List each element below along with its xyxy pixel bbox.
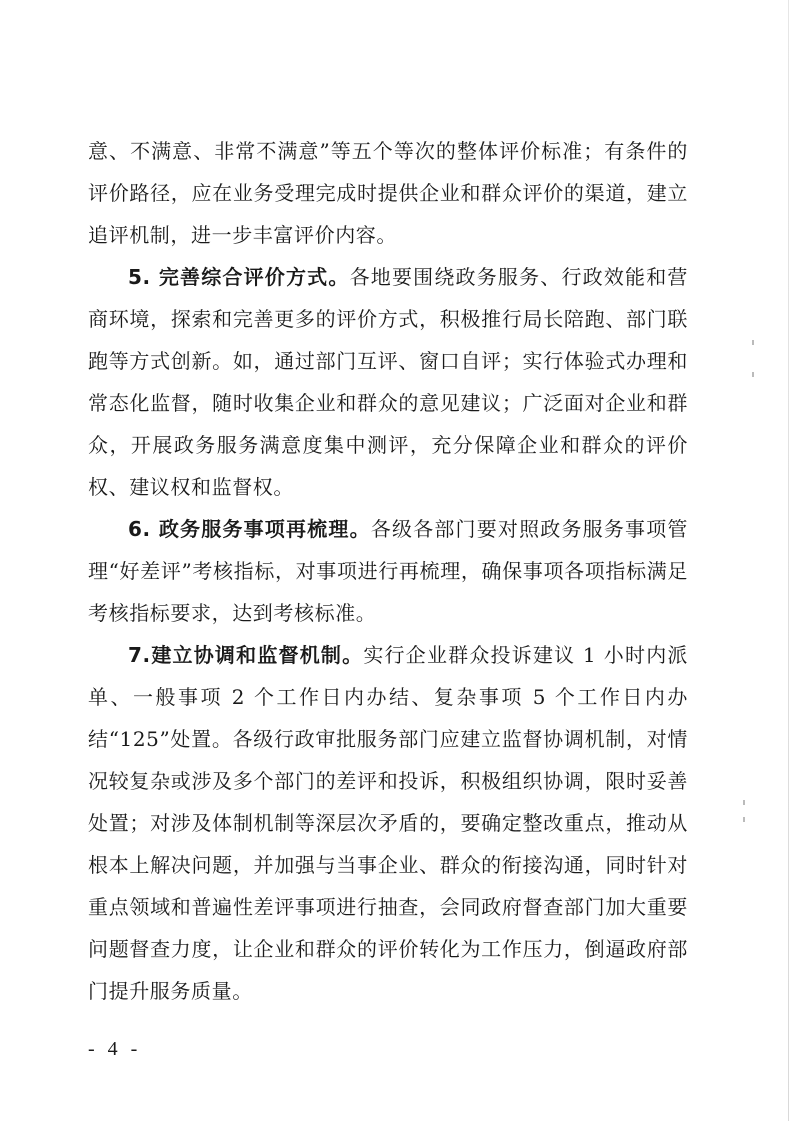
paragraph-text: 实行企业群众投诉建议 1 小时内派单、一般事项 2 个工作日内办结、复杂事项 5 个工作日内办结“125”处置。各级行政审批服务部门应建立监督协调机制，对情况较复杂或涉及多个部门的差评和投诉，积极组织协调，限时妥善处置；对涉及体制机制等深层次矛盾的，要确定整改重点，推动从根本上解决问题，并加强与当事企业、群众的衔接沟通，同时针对重点领域和普遍性差评事项进行抽查，会同政府督查部门加大重要问题督查力度，让企业和群众的评价转化为工作压力，倒逼政府部门提升服务质量。 [88, 643, 689, 1003]
scan-speck [743, 800, 745, 805]
paragraph-continuation [88, 130, 688, 256]
paragraph-item-7 [88, 634, 688, 1012]
paragraph-heading: 6. 政务服务事项再梳理。 [128, 517, 371, 541]
scan-speck [743, 817, 745, 822]
paragraph-heading: 5. 完善综合评价方式。 [128, 265, 350, 289]
page-edge-shadow [788, 0, 789, 1121]
paragraph-text: 各级各部门要对照政务服务事项管理“好差评”考核指标，对事项进行再梳理，确保事项各项指标满足考核指标要求，达到考核标准。 [88, 517, 689, 625]
document-body [88, 130, 688, 1012]
paragraph-text: 各地要围绕政务服务、行政效能和营商环境，探索和完善更多的评价方式，积极推行局长陪跑、部门联跑等方式创新。如，通过部门互评、窗口自评；实行体验式办理和常态化监督，随时收集企业和群众的意见建议；广泛面对企业和群众，开展政务服务满意度集中测评，充分保障企业和群众的评价权、建议权和监督权。 [88, 265, 688, 499]
paragraph-item-6 [88, 508, 688, 634]
paragraph-item-5 [88, 256, 688, 508]
scan-speck [752, 340, 754, 345]
scan-speck [752, 372, 754, 377]
page-number: - 4 - [88, 1038, 142, 1060]
paragraph-text: 意、不满意、非常不满意”等五个等次的整体评价标准；有条件的评价路径，应在业务受理完成时提供企业和群众评价的渠道，建立追评机制，进一步丰富评价内容。 [88, 139, 688, 247]
paragraph-heading: 7.建立协调和监督机制。 [128, 643, 364, 667]
